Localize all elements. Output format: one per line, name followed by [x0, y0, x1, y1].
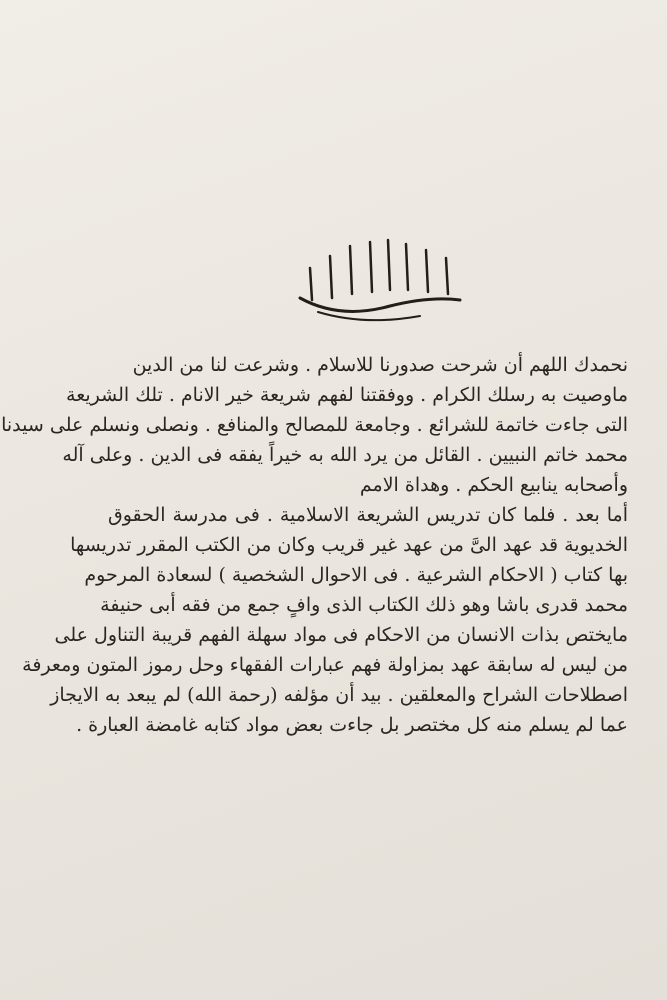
preface-text: [1, 350, 628, 740]
text-line: أما بعد . فلما كان تدريس الشريعة الاسلامية . فى مدرسة الحقوق: [108, 504, 628, 526]
text-line: نحمدك اللهم أن شرحت صدورنا للاسلام . وشرعت لنا من الدين: [132, 354, 628, 376]
calligraphy-ornament: [270, 228, 480, 328]
text-line: عما لم يسلم منه كل مختصر بل جاءت بعض مواد كتابه غامضة العبارة .: [76, 714, 628, 736]
text-line: بها كتاب ( الاحكام الشرعية . فى الاحوال الشخصية ) لسعادة المرحوم: [84, 564, 628, 586]
text-line: ماوصيت به رسلك الكرام . ووفقتنا لفهم شريعة خير الانام . تلك الشريعة: [66, 384, 628, 406]
text-line: التى جاءت خاتمة للشرائع . وجامعة للمصالح والمنافع . ونصلى ونسلم على سيدنا: [1, 414, 628, 436]
text-line: الخديوية قد عهد الىَّ من عهد غير قريب وكان من الكتب المقرر تدريسها: [70, 534, 628, 556]
text-line: وأصحابه ينابيع الحكم . وهداة الامم: [359, 474, 628, 496]
text-line: مايختص بذات الانسان من الاحكام فى مواد سهلة الفهم قريبة التناول على: [54, 624, 628, 646]
text-line: محمد خاتم النبيين . القائل من يرد الله به خيراً يفقه فى الدين . وعلى آله: [62, 444, 628, 466]
text-line: من ليس له سابقة عهد بمزاولة فهم عبارات الفقهاء وحل رموز المتون ومعرفة: [22, 654, 628, 676]
text-line: اصطلاحات الشراح والمعلقين . بيد أن مؤلفه (رحمة الله) لم يبعد به الايجاز: [50, 684, 628, 706]
basmala-calligraphy: [270, 228, 480, 328]
text-line: محمد قدرى باشا وهو ذلك الكتاب الذى وافٍ جمع من فقه أبى حنيفة: [100, 594, 628, 616]
